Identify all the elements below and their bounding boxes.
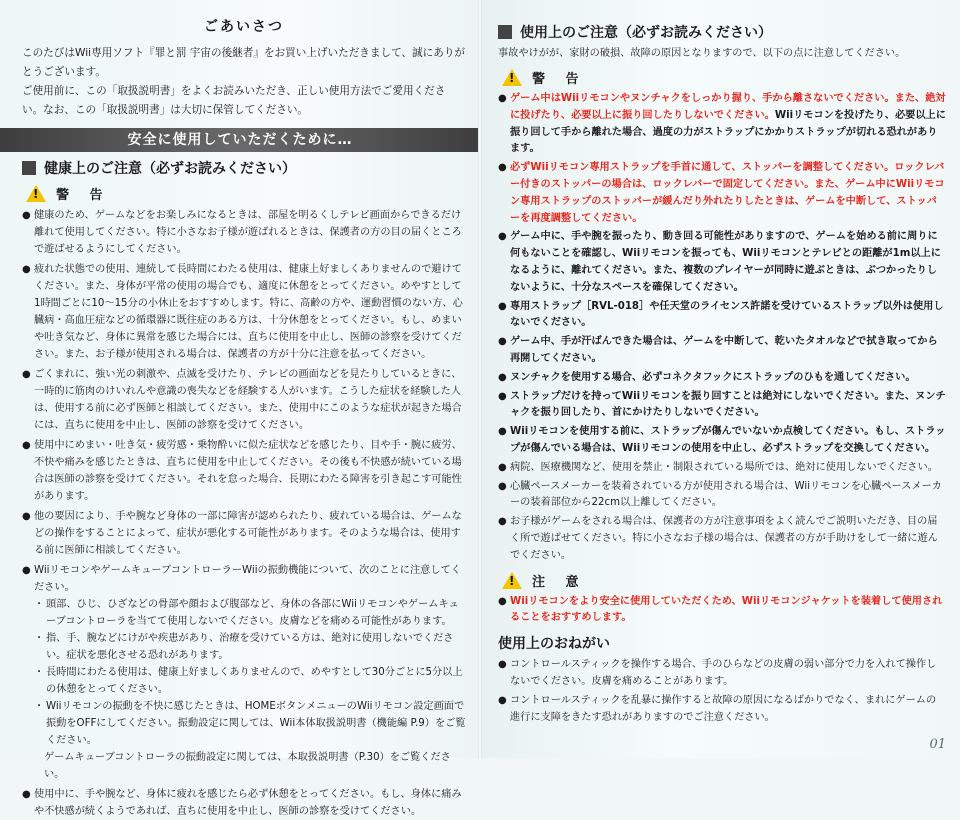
list-item-vibration [22, 562, 466, 783]
red-emphasis: ゲーム中はWiiリモコンやヌンチャクをしっかり握り、手から離さないでください。また、絶対に投げたり、必要以上に振り回したりしないでください。 [510, 93, 946, 121]
list-item: ● 使用中に、手や腕など、身体に疲れを感じたら必ず休憩をとってください。もし、身体に痛みや不快感が続くようであれば、直ちに使用を中止し、医師の診察を受けてください。 [22, 786, 466, 820]
item-text: ゲーム中に、手や腕を振ったり、動き回る可能性がありますので、ゲームを始める前に周りに何もないことを確認し、Wiiリモコンを振っても、Wiiリモコンとテレビとの距離が1m以上になるように、離れてください。また、複数のプレイヤーが同時に遊ぶときは、ぶつかったりしないように、十分なスペースを確保してください。 [510, 231, 941, 293]
usage-warning-header [502, 68, 946, 87]
vibration-sublist [34, 596, 466, 749]
list-item [498, 514, 946, 564]
red-emphasis: 必ずWiiリモコン専用ストラップを手首に通して、ストッパーを調整してください。ロックレバー付きのストッパーの場合は、ロックレバーで固定してください。また、ゲーム中にWiiリモコン専用ストラップのストッパーが緩んだり外れたりしたときは、ゲームを中断して、ストッパーを再度調整してください。 [510, 162, 945, 224]
list-item [498, 389, 946, 423]
health-section-header [22, 158, 466, 178]
list-item: ● 使用中にめまい・吐き気・疲労感・乗物酔いに似た症状などを感じたり、目や手・腕に疲労、不快や痛みを感じたときは、直ちに使用を中止してください。その後も不快感が続いている場合は医師の診察を受けてください。それを怠った場合、長期にわたる障害を引き起こす可能性があります。 [22, 437, 466, 505]
health-section-title: 健康上のご注意（必ずお読みください） [44, 161, 296, 177]
page-gutter [478, 0, 482, 758]
list-item [498, 229, 946, 296]
section-square-icon [22, 161, 36, 175]
item-text: 心臓ペースメーカーを装着されている方が使用される場合は、Wiiリモコンを心臓ペースメーカーの装着部位から22cm以上離してください。 [510, 480, 942, 509]
item-text: 専用ストラップ［RVL-018］や任天堂のライセンス許諾を受けているストラップ以外は使用しないでください。 [510, 300, 944, 329]
sub-list-item: ・ 指、手、腕などにけがや疾患があり、治療を受けている方は、絶対に使用しないでください。症状を悪化させる恐れがあります。 [36, 630, 466, 664]
list-item: ● ごくまれに、強い光の刺激や、点滅を受けたり、テレビの画面などを見たりしているときに、一時的に筋肉のけいれんや意識の喪失などを経験する人がいます。こうした症状を経験した人は、使用する前に必ず医師と相談してください。また、使用中にこのような症状が起きた場合には、直ちに使用を中止し、医師の診察を受けてください。 [22, 366, 466, 434]
greeting-title: ごあいさつ [204, 19, 284, 35]
sub-list-item: ・ Wiiリモコンの振動を不快に感じたときは、HOMEボタンメニューのWiiリモコン設定画面で振動をOFFにしてください。振動設定に関しては、Wii本体取扱説明書（機能編 P.9）をご覧ください。 [36, 698, 466, 749]
red-emphasis: Wiiリモコンをより安全に使用していただくため、Wiiリモコンジャケットを装着して使用されることをおすすめします。 [510, 595, 943, 624]
list-item: ● 疲れた状態での使用、連続して長時間にわたる使用は、健康上好ましくありませんので避けてください。また、身体が平常の使用の場合でも、適度に休憩をとってください。めやすとして1時間ごとに10〜15分の小休止をおすすめします。特に、高齢の方や、運動習慣のない方、心臓病・高血圧症などの循環器に既往症のある方は、十分休憩をとってください。もし、めまいや吐き気など、身体に異常を感じた場合には、直ちに使用を中止し、医師の診察を受けてください。また、お子様が使用される場合は、保護者の方が十分に注意を払ってください。 [22, 261, 466, 363]
usage-warning-list [498, 91, 946, 565]
warning-label: 警 告 [56, 188, 111, 203]
safety-banner: 安全に使用していただくために… [0, 128, 480, 152]
vibration-note: ゲームキューブコントローラの振動設定に関しては、本取扱説明書（P.30）をご覧ください。 [44, 752, 451, 780]
section-square-icon [498, 25, 512, 39]
item-text: ストラップだけを持ってWiiリモコンを振り回すことは絶対にしないでください。また、ヌンチャクを振り回したり、首にかけたりしないでください。 [510, 390, 946, 419]
list-item [498, 160, 946, 227]
list-item: ● 他の要因により、手や腕など身体の一部に障害が認められたり、疲れている場合は、ゲームなどの操作をすることによって、症状が悪化する可能性があります。そのような場合は、使用する前に医師に相談してください。 [22, 508, 466, 559]
health-warning-header [26, 184, 466, 203]
vibration-intro: WiiリモコンやゲームキューブコントローラーWiiの振動機能について、次のことに注意してください。 [34, 565, 461, 593]
list-item [498, 479, 946, 513]
list-item [498, 299, 946, 333]
item-text: ヌンチャクを使用する場合、必ずコネクタフックにストラップのひもを通してください。 [510, 371, 916, 383]
warning-triangle-icon [502, 572, 522, 589]
greeting-paragraph-2: ご使用前に、この「取扱説明書」をよくお読みいただき、正しい使用方法でご愛用ください。なお、この「取扱説明書」は大切に保管してください。 [22, 85, 446, 116]
list-item: ● 健康のため、ゲームなどをお楽しみになるときは、部屋を明るくしテレビ画面からできるだけ離れて使用してください。特に小さなお子様が遊ばれるときは、保護者の方の目の届くところで遊ばせるようにしてください。 [22, 207, 466, 258]
item-text: Wiiリモコンを投げたり、必要以上に振り回して手から離れた場合、過度の力がストラップにかかりストラップが切れる恐れがあります。 [510, 109, 946, 155]
item-text: ゲーム中、手が汗ばんできた場合は、ゲームを中断して、乾いたタオルなどで拭き取ってから再開してください。 [510, 336, 938, 364]
item-text: Wiiリモコンを使用する前に、ストラップが傷んでいないか点検してください。もし、ストラップが傷んでいる場合は、Wiiリモコンの使用を中止し、必ずストラップを交換してください。 [510, 426, 946, 454]
caution-list [498, 594, 946, 628]
request-title: 使用上のおねがい [498, 636, 610, 653]
list-item [498, 460, 946, 477]
usage-section-header [498, 22, 946, 42]
health-warning-list [22, 207, 466, 820]
sub-list-item: ・ 頭部、ひじ、ひざなどの骨部や顔および腹部など、身体の各部にWiiリモコンやゲームキューブコントローラを当てて使用しないでください。皮膚などを痛める可能性があります。 [36, 596, 466, 630]
list-item [498, 334, 946, 368]
usage-intro: 事故やけがが、家財の破損、故障の原因となりますので、以下の点に注意してください。 [498, 48, 906, 59]
warning-label: 警 告 [532, 72, 587, 87]
list-item [498, 424, 946, 458]
list-item [498, 594, 946, 628]
caution-header [502, 571, 946, 590]
sub-list-item: ・ 長時間にわたる使用は、健康上好ましくありませんので、めやすとして30分ごとに5分以上の休憩をとってください。 [36, 664, 466, 698]
request-list [498, 657, 946, 726]
page-number: 01 [929, 737, 946, 752]
list-item [498, 91, 946, 158]
item-text: お子様がゲームをされる場合は、保護者の方が注意事項をよく読んでご説明いただき、目の届く所で遊ばせてください。特に小さなお子様の場合は、保護者の方が手助けをして一緒に遊んでください。 [510, 516, 938, 561]
caution-label: 注 意 [532, 574, 587, 590]
usage-section-title: 使用上のご注意（必ずお読みください） [520, 25, 772, 41]
warning-triangle-icon [26, 185, 46, 202]
right-page [480, 0, 960, 758]
greeting-paragraph-1: このたびはWii専用ソフト『罪と罰 宇宙の後継者』をお買い上げいただきまして、誠にありがとうございます。 [22, 47, 466, 78]
warning-triangle-icon [502, 69, 522, 86]
list-item: ● コントロールスティックを操作する場合、手のひらなどの皮膚の弱い部分で力を入れて操作しないでください。皮膚を痛めることがあります。 [498, 657, 946, 691]
list-item: ● コントロールスティックを乱暴に操作すると故障の原因になるばかりでなく、まれにゲームの進行に支障をきたす恐れがありますのでご注意ください。 [498, 693, 946, 727]
list-item [498, 370, 946, 387]
left-page [0, 0, 480, 817]
item-text: 病院、医療機関など、使用を禁止・制限されている場所では、絶対に使用しないでください。 [510, 461, 938, 473]
